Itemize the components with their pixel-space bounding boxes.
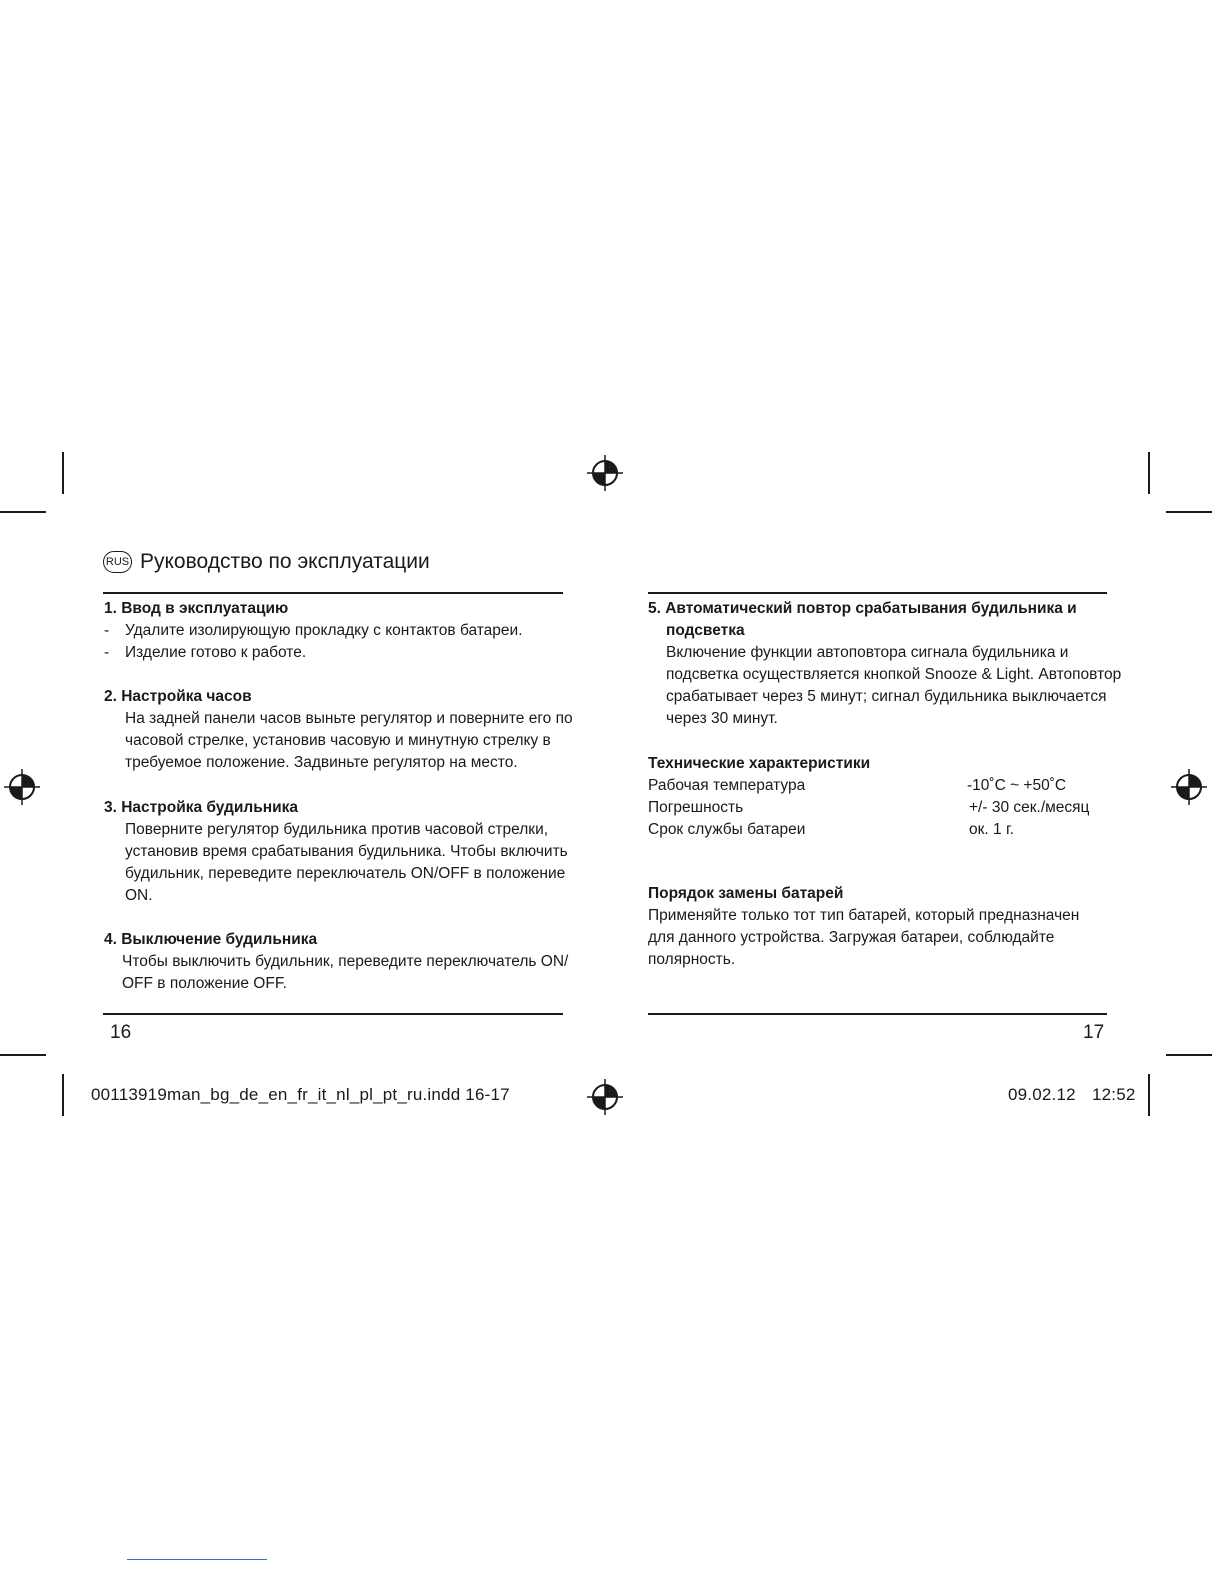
spec-label: Рабочая температура: [648, 777, 806, 794]
registration-mark-icon: [587, 455, 623, 491]
spec-value: ок. 1 г.: [969, 821, 1015, 838]
page-title: [103, 550, 430, 574]
slug-date: 09.02.12: [1008, 1085, 1076, 1104]
registration-mark-icon: [587, 1079, 623, 1115]
page-number-left: 16: [110, 1022, 132, 1043]
body-line: подсветка осуществляется кнопкой Snooze & Light. Автоповтор: [666, 666, 1122, 683]
crop-mark: [62, 1074, 64, 1116]
bullet-text: Изделие готово к работе.: [125, 644, 307, 661]
slug-filename: 00113919man_bg_de_en_fr_it_nl_pl_pt_ru.indd 16-17: [91, 1085, 510, 1104]
spec-label: Срок службы батареи: [648, 821, 806, 838]
body-line: На задней панели часов выньте регулятор и поверните его по: [125, 710, 573, 727]
section-heading: 5. Автоматический повтор срабатывания будильника и: [648, 600, 1077, 617]
page-title-text: Руководство по эксплуатации: [140, 550, 430, 573]
crop-mark: [1166, 1054, 1212, 1056]
body-line: полярность.: [648, 951, 736, 968]
section-heading: 4. Выключение будильника: [104, 931, 318, 948]
section-heading: 2. Настройка часов: [104, 688, 252, 705]
bullet-marker: -: [104, 644, 110, 661]
body-line: Поверните регулятор будильника против часовой стрелки,: [125, 821, 549, 838]
body-line: для данного устройства. Загружая батареи, соблюдайте: [648, 929, 1055, 946]
body-line: установив время срабатывания будильника. Чтобы включить: [125, 843, 568, 860]
spec-value: -10˚C ~ +50˚C: [967, 777, 1067, 794]
section-heading: 3. Настройка будильника: [104, 799, 299, 816]
body-line: Чтобы выключить будильник, переведите переключатель ON/: [122, 953, 569, 970]
slug-time: 12:52: [1092, 1085, 1136, 1104]
section-heading: Технические характеристики: [648, 755, 871, 772]
section-heading: подсветка: [666, 622, 745, 639]
spec-value: +/- 30 сек./месяц: [969, 799, 1090, 816]
body-line: Включение функции автоповтора сигнала будильника и: [666, 644, 1069, 661]
bullet-text: Удалите изолирующую прокладку с контактов батареи.: [125, 622, 523, 639]
section-heading: Порядок замены батарей: [648, 885, 844, 902]
footer-rule-right: [648, 1013, 1107, 1015]
header-rule-left: [103, 592, 563, 594]
bottom-divider: [127, 1559, 267, 1560]
body-line: срабатывает через 5 минут; сигнал будильника выключается: [666, 688, 1107, 705]
bullet-marker: -: [104, 622, 110, 639]
crop-mark: [62, 452, 64, 494]
footer-rule-left: [103, 1013, 563, 1015]
body-line: через 30 минут.: [666, 710, 778, 727]
body-line: Применяйте только тот тип батарей, который предназначен: [648, 907, 1080, 924]
body-line: будильник, переведите переключатель ON/OFF в положение: [125, 865, 566, 882]
crop-mark: [0, 1054, 46, 1056]
page-number-right: 17: [1083, 1022, 1105, 1043]
header-rule-right: [648, 592, 1107, 594]
body-line: OFF в положение OFF.: [122, 975, 287, 992]
crop-mark: [1166, 511, 1212, 513]
crop-mark: [1148, 452, 1150, 494]
registration-mark-icon: [4, 769, 40, 805]
registration-mark-icon: [1171, 769, 1207, 805]
spec-label: Погрешность: [648, 799, 744, 816]
crop-mark: [1148, 1074, 1150, 1116]
body-line: часовой стрелке, установив часовую и минутную стрелку в: [125, 732, 551, 749]
body-line: требуемое положение. Задвиньте регулятор на место.: [125, 754, 518, 771]
crop-mark: [0, 511, 46, 513]
language-badge: RUS: [103, 551, 132, 573]
body-line: ON.: [125, 887, 153, 904]
section-heading: 1. Ввод в эксплуатацию: [104, 600, 289, 617]
